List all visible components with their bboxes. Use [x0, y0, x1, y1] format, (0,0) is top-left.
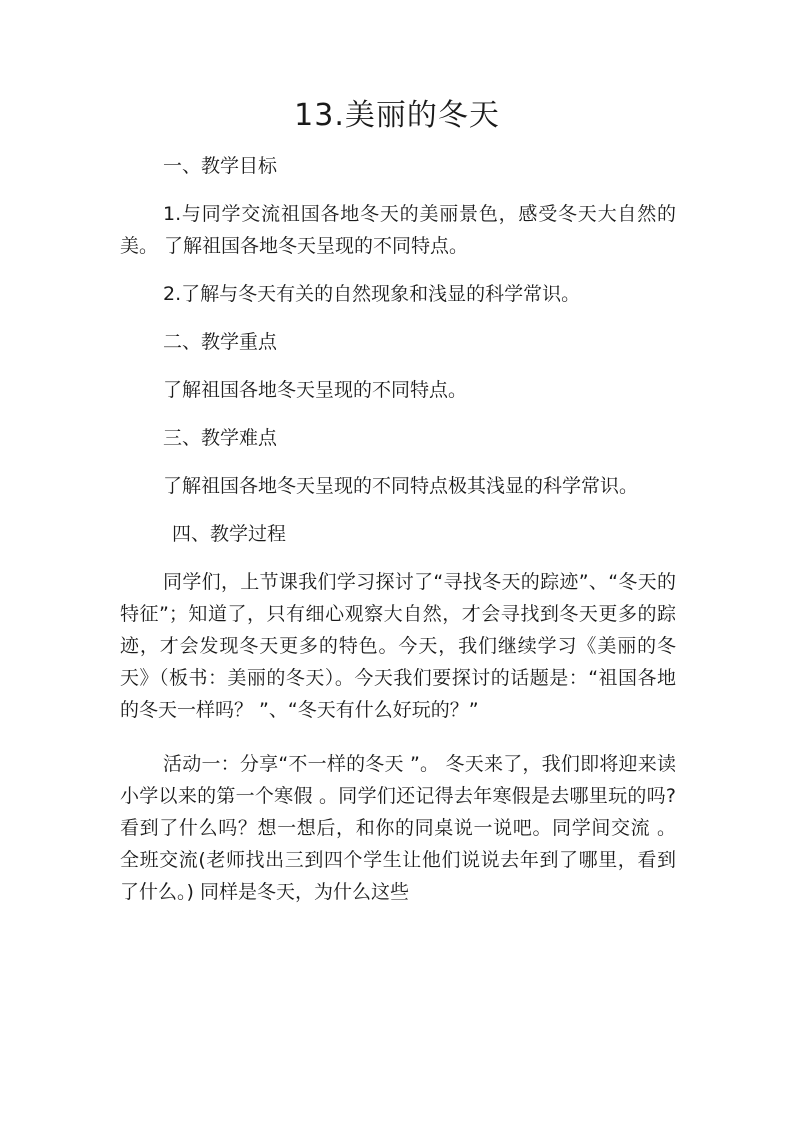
process-paragraph-intro: 同学们，上节课我们学习探讨了“寻找冬天的踪迹”、“冬天的特征”；知道了，只有细心观察大自然，才会寻找到冬天更多的踪迹，才会发现冬天更多的特色。今天，我们继续学习《美丽的冬天》（板书：美丽的冬天）。今天我们要探讨的话题是：“祖国各地的冬天一样吗？ ”、“冬天有什么好玩的？” [120, 571, 676, 721]
objective-item-1: 1.与同学交流祖国各地冬天的美丽景色，感受冬天大自然的美。 了解祖国各地冬天呈现的不同特点。 [120, 203, 676, 257]
document-body [120, 150, 676, 908]
section-heading-difficulties: 三、教学难点 [163, 427, 278, 449]
process-paragraph-activity-one: 活动一：分享“不一样的冬天 ”。 冬天来了，我们即将迎来读小学以来的第一个寒假 。同学们还记得去年寒假是去哪里玩的吗?看到了什么吗？想一想后，和你的同桌说一说吧。同学间交流 。全班交流(老师找出三到四个学生让他们说说去年到了哪里，看到了什么。) 同样是冬天，为什么这些 [120, 753, 676, 903]
objective-item-2: 2.了解与冬天有关的自然现象和浅显的科学常识。 [163, 283, 581, 305]
difficulty-text: 了解祖国各地冬天呈现的不同特点极其浅显的科学常识。 [163, 475, 639, 497]
section-heading-objectives: 一、教学目标 [163, 155, 278, 177]
section-heading-key-points: 二、教学重点 [163, 331, 278, 353]
section-heading-process: 四、教学过程 [172, 523, 287, 545]
document-title: 13.美丽的冬天 [294, 98, 500, 133]
key-point-text: 了解祖国各地冬天呈现的不同特点。 [163, 379, 468, 401]
